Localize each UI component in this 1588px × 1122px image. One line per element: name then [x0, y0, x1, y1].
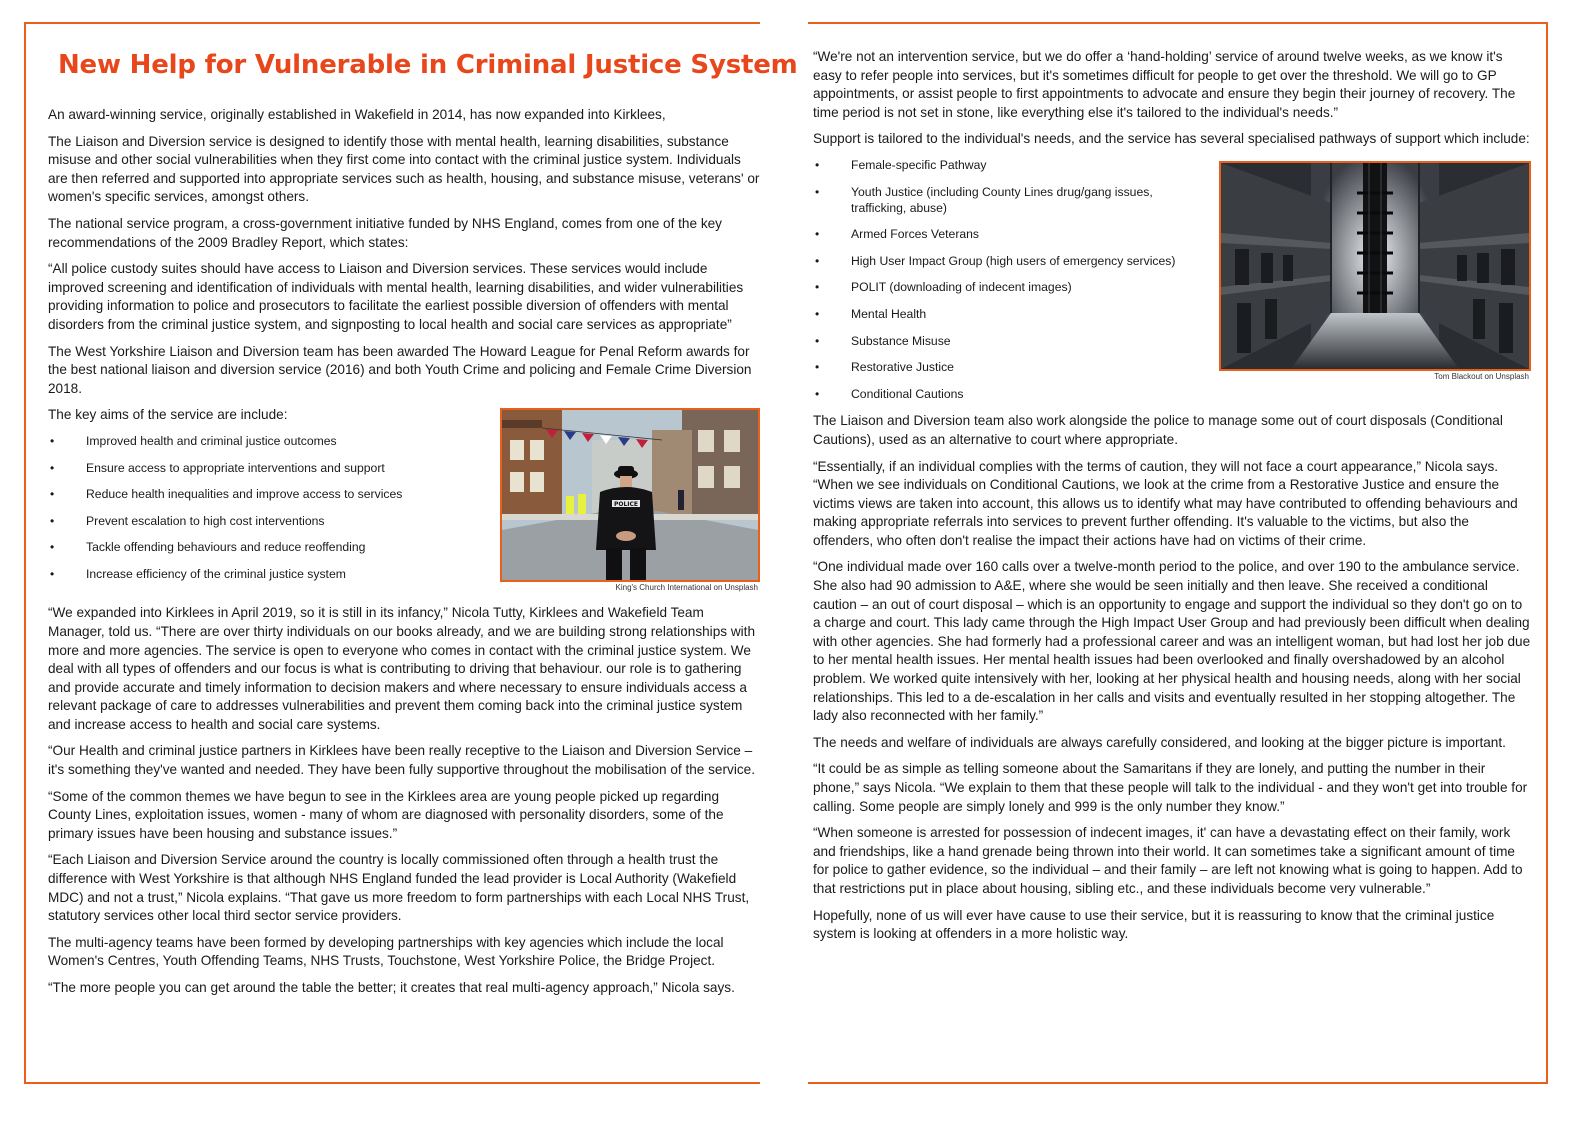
quote-paragraph: “The more people you can get around the table the better; it creates that real multi-agency approach,” Nicola says.: [48, 980, 735, 995]
list-item: • Armed Forces Veterans: [813, 226, 1231, 242]
quote-paragraph: “We're not an intervention service, but we do offer a ‘hand-holding’ service of around twelve weeks, as we know it's easy to refer people into services, but it's sometimes difficult for people to get over the threshold. We will go to GP appointments, or assist people to first appointments to advocate and ensure they begin their journey of recovery. The time period is not set in stone, like everything else it's tailored to the individual's needs.”: [813, 49, 1516, 120]
paragraph: The national service program, a cross-government initiative funded by NHS England, comes from one of the key recommendations of the 2009 Bradley Report, which states:: [48, 215, 722, 250]
right-page-bottom-rule: [808, 1082, 1548, 1084]
list-item: • POLIT (downloading of indecent images): [813, 279, 1231, 295]
paragraph: The key aims of the service are include:: [48, 407, 288, 423]
list-item: • Increase efficiency of the criminal justice system: [48, 566, 760, 582]
photo-caption: Tom Blackout on Unsplash: [1434, 371, 1529, 381]
paragraph: Support is tailored to the individual's needs, and the service has several specialised pathways of support which include:: [813, 131, 1530, 147]
paragraph: The multi-agency teams have been formed by developing partnerships with key agencies which include the local Women's Centres, Youth Offending Teams, NHS Trusts, Touchstone, West Yorkshire Police, the Bridge Project.: [48, 934, 724, 969]
list-item: • Mental Health: [813, 306, 1231, 322]
left-page-bottom-rule: [24, 1082, 760, 1084]
paragraph: The needs and welfare of individuals are always carefully considered, and looking at the bigger picture is important.: [813, 734, 1506, 750]
list-item: • High User Impact Group (high users of emergency services): [813, 253, 1231, 269]
list-item: • Conditional Cautions: [813, 386, 1231, 402]
quote-paragraph: “One individual made over 160 calls over a twelve-month period to the police, and over 190 to the ambulance service. She also had 90 admission to A&E, where she would be seen initially and then leave. She received a conditional caution – an out of court disposal – which is an opportunity to engage and support the individual so they don't go on to a charge and court. This lady came through the High Impact User Group and had previously been difficult when dealing with other agencies. She had formerly had a professional career and was an intelligent woman, but had lost her job due to her mental health issues. Her mental health issues had been overlooked and finally overshadowed by an alcohol problem. We worked quite intensively with her, looking at her physical health and housing needs, along with her social relationships. This led to a de-escalation in her calls and visits and eventually resulted in her stopping altogether. The lady also reconnected with her family.”: [813, 559, 1531, 724]
quote-paragraph: “Our Health and criminal justice partners in Kirklees have been really receptive to the Liaison and Diversion Service – it's something they've wanted and needed. They have been fully supportive throughout the mobilisation of the service.: [48, 743, 755, 778]
list-item: • Youth Justice (including County Lines drug/gang issues, trafficking, abuse): [813, 184, 1231, 216]
paragraph: The Liaison and Diversion team also work alongside the police to manage some out of court disposals (Conditional Cautions), used as an alternative to court where appropriate.: [813, 413, 1503, 447]
right-column: [813, 48, 1531, 952]
article-title: New Help for Vulnerable in Criminal Justice System: [58, 50, 798, 80]
left-page-left-rule: [24, 22, 26, 1084]
photo-caption: King's Church International on Unsplash: [615, 583, 758, 593]
list-item: • Restorative Justice: [813, 359, 1231, 375]
quote-paragraph: “Some of the common themes we have begun to see in the Kirklees area are young people picked up regarding County Lines, exploitation issues, women - many of whom are diagnosed with personality disorders, some of the primary issues have been housing and substance issues.”: [48, 788, 724, 841]
police-badge: POLICE: [613, 501, 639, 509]
left-column: [48, 106, 760, 1006]
list-item: • Improved health and criminal justice outcomes: [48, 433, 760, 449]
paragraph: The Liaison and Diversion service is designed to identify those with mental health, learning disabilities, substance misuse and other social vulnerabilities when they first come into contact with the criminal justice system. Individuals are then referred and supported into appropriate services such as health, housing, and substance misuse, veterans' or women's specific services, amongst others.: [48, 133, 760, 205]
right-page-right-rule: [1546, 22, 1548, 1084]
quote-paragraph: “Essentially, if an individual complies with the terms of caution, they will not face a court appearance,” Nicola says. “When we see individuals on Conditional Cautions, we look at the crime from a Restorative Justice and ensure the victims views are taken into account, this allows us to identify what may have contributed to offending behaviours and making appropriate referrals into services to prevent further offending. It's valuable to the victims, but also the offenders, who often don't realise the impact their actions have had on victims of their crime.: [813, 458, 1518, 548]
paragraph: The West Yorkshire Liaison and Diversion team has been awarded The Howard League for Penal Reform awards for the best national liaison and diversion service (2016) and both Youth Crime and policing and Female Crime Diversion 2018.: [48, 343, 752, 396]
list-item: • Tackle offending behaviours and reduce reoffending: [48, 539, 760, 555]
list-item: • Reduce health inequalities and improve access to services: [48, 486, 760, 502]
list-item: • Ensure access to appropriate interventions and support: [48, 460, 760, 476]
quote-paragraph: “When someone is arrested for possession of indecent images, it' can have a devastating effect on their family, work and friendships, like a hand grenade being thrown into their world. It can sometimes take a significant amount of time for police to gather evidence, so the individual – and their family – are left not knowing what is going to happen. Add to that restrictions put in place about housing, sibling etc., and these individuals become very vulnerable.”: [813, 825, 1523, 896]
paragraph: An award-winning service, originally established in Wakefield in 2014, has now expanded into Kirklees,: [48, 107, 666, 122]
quote-paragraph: “Each Liaison and Diversion Service around the country is locally commissioned often through a health trust the difference with West Yorkshire is that although NHS England funded the lead provider is Local Authority (Wakefield MDC) and not a trust,” Nicola explains. “That gave us more freedom to form partnerships with each Local NHS Trust, statutory services other local third sector service providers.: [48, 852, 750, 924]
right-page-top-rule: [808, 22, 1548, 24]
quote-paragraph: “All police custody suites should have access to Liaison and Diversion services. These services would include improved screening and identification of individuals with mental health, learning disabilities, and wider vulnerabilities providing information to police and prosecutors to facilitate the earliest possible diversion of offenders with mental disorders from the criminal justice system, and signposting to local health and social care services as appropriate”: [48, 261, 744, 332]
quote-paragraph: “We expanded into Kirklees in April 2019, so it is still in its infancy,” Nicola Tutty, Kirklees and Wakefield Team Manager, told us. “There are over thirty individuals on our books already, and we are building strong relationships with more and more agencies. The service is open to everyone who comes in contact with the criminal justice system. We deal with all types of offenders and our focus is what is contributing to driving that behaviour. our role is to gathering and provide accurate and timely information to decision makers and where necessary to ensure individuals access a relevant package of care to addresses vulnerabilities and prevent them coming back into the criminal justice system and increase access to health and social care systems.: [48, 605, 756, 732]
prison-corridor-photo: [1219, 161, 1531, 381]
paragraph: Hopefully, none of us will ever have cause to use their service, but it is reassuring to know that the criminal justice system is looking at offenders in a more holistic way.: [813, 907, 1495, 942]
quote-paragraph: “It could be as simple as telling someone about the Samaritans if they are lonely, and putting the number in their phone,” says Nicola. “We explain to them that these people will talk to the individual - and they won't get into trouble for calling. Some people are simply lonely and 999 is the only number they know.”: [813, 761, 1528, 814]
list-item: • Prevent escalation to high cost interventions: [48, 513, 760, 529]
left-page-top-rule: [24, 22, 760, 24]
list-item: • Female-specific Pathway: [813, 157, 1231, 173]
list-item: • Substance Misuse: [813, 333, 1231, 349]
prison-corridor-image: [1221, 163, 1529, 369]
